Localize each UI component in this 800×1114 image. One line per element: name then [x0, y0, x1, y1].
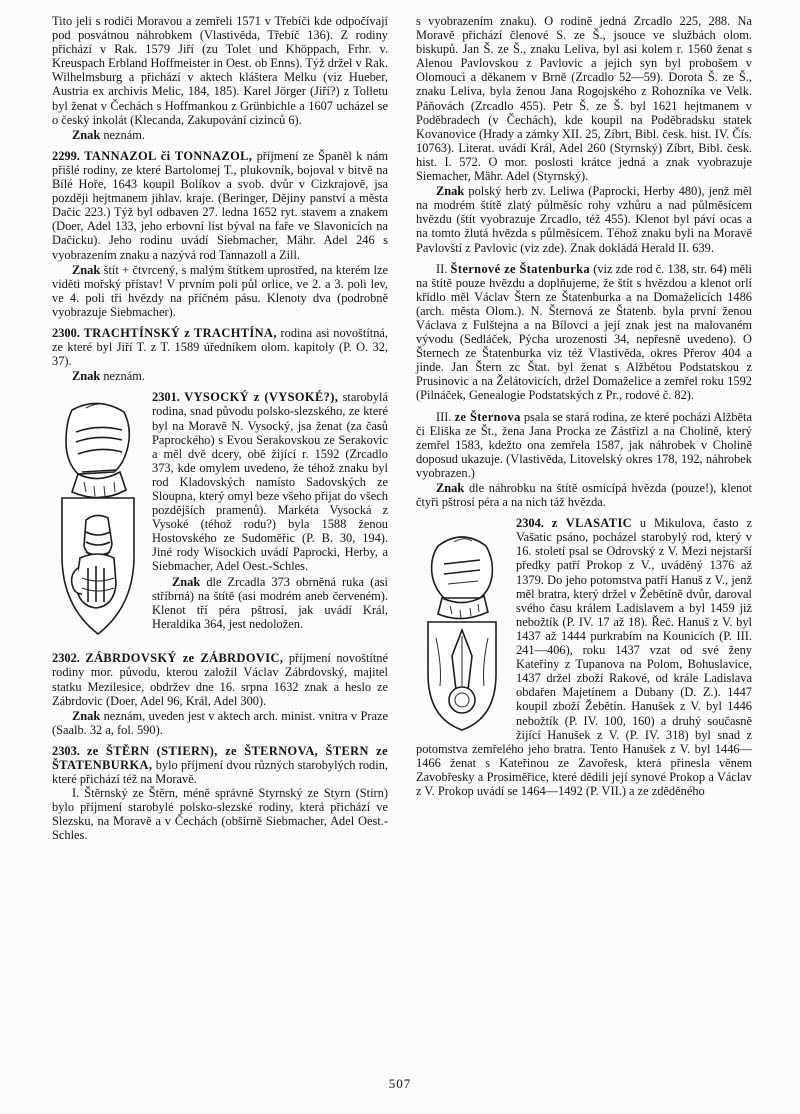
- znak-text: dle Zrcadla 373 obrněná ruka (asi stříbrná) na štítě (asi modrém aneb červeném). Klenot tří péra pštrosí, jak uvádí Král, Heraldika 364, jest nedoložen.: [152, 574, 388, 631]
- znak-text: štít + čtvrcený, s malým štítkem uprostřed, na kterém lze viděti mořský přístav! V prvním poli půl orlice, ve 2. a 3. poli lev, ve 4. poli tři hvězdy na příčném pásu. Klenoty dva (podrobně vyobrazuje Siebmacher).: [52, 262, 388, 319]
- entry-name: TANNAZOL či TONNAZOL,: [84, 148, 253, 163]
- section-label: II.: [436, 261, 448, 276]
- entry-name: TRACHTÍNSKÝ z TRACHTÍNA,: [83, 325, 277, 340]
- entry-body: [52, 651, 388, 707]
- entry-name: VYSOCKÝ z (VYSOKÉ?),: [184, 390, 339, 405]
- znak-note: [52, 369, 388, 383]
- entry-2304: [416, 516, 752, 798]
- left-column: [52, 14, 388, 1054]
- paragraph-continuation: s vyobrazením znaku). O rodině jedná Zrcadlo 225, 288. Na Moravě přichází členové S. ze Š., jsouce ve službách olom. biskupů. Jan Š. ze Š., znaku Leliva, byl asi kolem r. 1560 ženat s Alenou Pavlovskou z Pavlovic a jejich syn byl probošem v Olomouci a děkanem v Brně (Zrcadlo 52—59). Dorota Š. ze Š., znaku Leliva, byla ženou Jana Rogojského z Rohozníka ve Velk. Páňovách (Zrcadlo 455). Petr Š. ze Š. byl 1621 hejtmanem v Poděbradech (v Čechách), kde koupil na Poděbradsku statek Kovanovice (Hrady a zámky XII. 25, Zíbrt, Bibl. česk. hist. IV. Čís. 10763). Literat. uvádí Král, Adel 260 (Styrnský) Zíbrt, Bibl. česk. hist. I. 572. O mor. poslosti krátce jedná a znak vyobrazuje Siemacher, Mähr. Adel (Styrnský).: [416, 14, 752, 184]
- entry-text: příjmení ze Španěl k nám přišlé rodiny, ze které Bartolomej T., plukovník, bojoval v bitvě na Bílé Hoře, 1643 koupil Bolíkov a svob. dvůr v Cizkrajově, jsa později hejtmanem jihlav. kraje. (Beringer, Dějiny panství a města Dačic 223.) Týž byl odbaven 27. ledna 1652 ryt. stavem a znakem (Doer, Adel 133, jeho erbovní list býval na faře ve Slavonicích na Dačicku). Jeho rodinu uvádí Siebmacher, Mähr. Adel 246 s vyobrazením znaku a nazývá rod Tannazoll a Zill.: [52, 148, 388, 262]
- section-label: I.: [72, 786, 80, 801]
- entry-body: [52, 326, 388, 368]
- znak-text: neznám, uveden jest v aktech arch. minist. vnitra v Praze (Saalb. 32 a, fol. 590).: [52, 708, 388, 737]
- znak-label: Znak: [72, 262, 101, 277]
- znak-note: [52, 263, 388, 319]
- entry-number: 2300.: [52, 325, 80, 340]
- entry-number: 2304.: [516, 516, 544, 531]
- znak-text: neznám.: [103, 127, 145, 142]
- entry-text: bylo příjmení dvou různých starobylých rodin, které přichází též na Moravě.: [52, 758, 388, 787]
- entry-2302: [52, 651, 388, 737]
- znak-text: polský herb zv. Leliwa (Paprocki, Herby 480), jenž měl na modrém štítě zlatý půlměsíc rohy vzhůru a nad půlměsícem hvězdu (štít vyobrazuje Zrcadlo, též 455). Klenot byl páví ocas a na tomto žlutá hvězda s půlměsícem. Téhož znaku byli na Moravě Pavlovští z Pavlovic (viz zde). Znak dokládá Herald II. 639.: [416, 184, 752, 255]
- entry-name: ze ŠTĚRN (STIERN), ze ŠTERNOVA, ŠTERN ze ŠTATENBURKA,: [52, 743, 388, 772]
- section-heading: Šternové ze Štatenburka: [450, 261, 590, 276]
- section-III: [416, 410, 752, 480]
- entry-body: [52, 149, 388, 262]
- helmet-shield-crest-icon: [416, 518, 508, 732]
- entry-name: z VLASATIC: [551, 516, 633, 531]
- znak-note: [52, 709, 388, 737]
- znak-note: [416, 184, 752, 254]
- page-number: 507: [388, 1076, 412, 1091]
- znak-note: [416, 481, 752, 509]
- entry-2300: [52, 326, 388, 383]
- znak-text: neznám.: [103, 369, 145, 384]
- entry-number: 2303.: [52, 743, 80, 758]
- entry-text: starobylá rodina, snad původu polsko-slezského, ze které byl na Moravě N. Vysocký, jsa ženat (za časů Paprockého) s Evou Serakovskou ze Serakovic a měl dvě dcery, obě žijící r. 1592 (Zrcadlo 373, kde omylem uvedeno, že téhož znaku byl rod Kladovských namísto Sadovských ze Sloupna, který omyl beze všeho přijat do všech pozdějších pramenů). Markéta Vysocká z Vysoké (téhož rodu?) byla 1588 ženou Hostovského ze Sudoměřic (P. B. 30, 194). Jiné rody Wisockich uvádí Paprocki, Herby, a Siebmacher, Adel Oest.-Schles.: [152, 390, 388, 574]
- znak-note: [52, 128, 388, 142]
- entry-name: ZÁBRDOVSKÝ ze ZÁBRDOVIC,: [85, 651, 284, 666]
- znak-label: Znak: [436, 481, 465, 495]
- entry-number: 2299.: [52, 148, 80, 163]
- znak-label: Znak: [72, 369, 101, 384]
- znak-label: Znak: [172, 574, 201, 589]
- znak-label: Znak: [436, 184, 465, 199]
- paragraph-continuation: Tito jeli s rodiči Moravou a zemřeli 1571 v Třebíči kde odpočívají pod posvátnou náhrobkem (Vlastivěda, Třebíč 136). Z rodiny přichází v Rak. 1579 Jiří (zu Tolet und Khöppach, Frhr. v. Kreuspach Erbland Hoffmeister in Oest. ob Enns). Týž držel v Rak. Wilhelmsburg a přichází v aktech kláštera Melku (viz Hueber, Austria ex archivis Melic, 184, 185). Karel Jörger (Jiří?) z Tolletu byl ženat v Čechách s Hoffmankou z Grünbichle a 1607 ucházel se o český inkolát (Klecanda, Zakupování cizinců 6).: [52, 14, 388, 127]
- section-text: (viz zde rod č. 138, str. 64) měli na štítě pouze hvězdu a doplňujeme, že štít s hvězdou a klenot orlí křídlo měl Václav Štern ze Štatenburka a na Domaželicích 1486 (arch. města Olom.). N. Šternová ze Štatenb. byla první ženou Václava z Fulštejna a na Bílovci a její znak jest na malovaném vývodu (Sedláček, Pýcha urozenosti 34, nepřesně uvedeno). O Šternech ze Štatenburka viz též Vlastivěda, okres Přerov 404 a jinde. Jan Štern zc Štat. byl ženat s Alžbětou Podstatskou z Prusinovic a na Želátovicích, držel Domaželice a zemřel roku 1592 (Pilnáček, Genealogie Podstatských z Pr., rodové č. 82).: [416, 261, 752, 403]
- section-heading: ze Šternova: [454, 409, 521, 424]
- section-text: psala se stará rodina, ze které pocházi Alžběta či Eliška ze Št., žena Jana Procka ze Zástřizl a na Cholině, který zemřel 1583, kdežto ona zemřela 1587, jak náhrobek v Cholině doposud ukazuje. (Vlastivěda, Litovelský okres 178, 192, náhrobek vyobrazen.): [416, 409, 752, 480]
- armored-arm-crest-icon: [52, 392, 144, 642]
- entry-body: [52, 744, 388, 786]
- entry-text: příjmení novoštítné rodiny mor. původu, kterou založil Václav Zábrdovský, majitel statku Mezilesice, obdržev dne 16. srpna 1632 znak a heslo ze Zábrdovic (Doer, Adel 96, Král, Adel 300).: [52, 651, 388, 708]
- entry-2303: [52, 744, 388, 843]
- entry-2299: [52, 149, 388, 319]
- section-text: Štěrnský ze Štěrn, méně správně Styrnský ze Styrn (Stirn) bylo příjmení starobylé polsko-slezské rodiny, která přichází ve Slezsku, na Moravě a v Čechách (obšírně Siebmacher, Adel Oest.-Schles.: [52, 786, 388, 843]
- entry-text: u Mikulova, často z Vašatic psáno, pocházel starobylý rod, který v 16. století psal se Odrovský z V. Mezi nejstarší předky patří Prokop z V., uváděný 1376 až 1379. Do jeho potomstva patří Hanuš z V., jenž měl bratra, který držel v Žebětíně dvůr, daroval svého času králem Ladislavem a byl 1459 již nebožtík (P. IV. 17 až 18). Řeč. Hanuš z V. byl 1437 až 1444 purkrabím na Kounicích (P. III. 241—406), roku 1437 vzat od své ženy Kateřiny z Tupanova na Polom, Bohuslavice, 1437 držel zboží Rakové, od krále Ladislava obdařen Majetínem a Dubany (D. Z.). 1447 koupil zboží Žebětín. Hanušek z V. byl 1446 nebožtík (P. IV. 100, 160) a druhý současně žijící Hanušek z V. (P. IV. 318) byl snad z potomstva zemřelého jeho bratra. Tento Hanušek z V. byl 1446—1466 ženat s Kateřinou ze Zavořesk, která přinesla věnem Zavobřesky a Prosiměřice, které dědili její synové Prokop a Václav z V. Prokop uvádí se 1464—1492 (P. VII.) a ze zděděného: [416, 516, 752, 798]
- znak-label: Znak: [72, 127, 101, 142]
- right-column: [416, 14, 752, 1054]
- entry-text: rodina asi novoštítná, ze které byl Jiří T. z T. 1589 úředníkem olom. kapitoly (P. O. 32, 37).: [52, 325, 388, 369]
- armored-arm-crest-figure: [52, 392, 144, 642]
- znak-text: dle náhrobku na štítě osmicípá hvězda (pouze!), klenot čtyři pštrosí péra a na nich táž hvězda.: [416, 481, 752, 510]
- znak-label: Znak: [72, 708, 101, 723]
- helmet-shield-crest-figure: [416, 518, 508, 732]
- entry-number: 2301.: [152, 390, 180, 405]
- entry-number: 2302.: [52, 651, 80, 666]
- entry-2301: [52, 390, 388, 644]
- entry-section-I: [52, 786, 388, 842]
- section-II: [416, 262, 752, 403]
- two-column-body: [52, 14, 752, 1054]
- section-label: III.: [436, 409, 452, 424]
